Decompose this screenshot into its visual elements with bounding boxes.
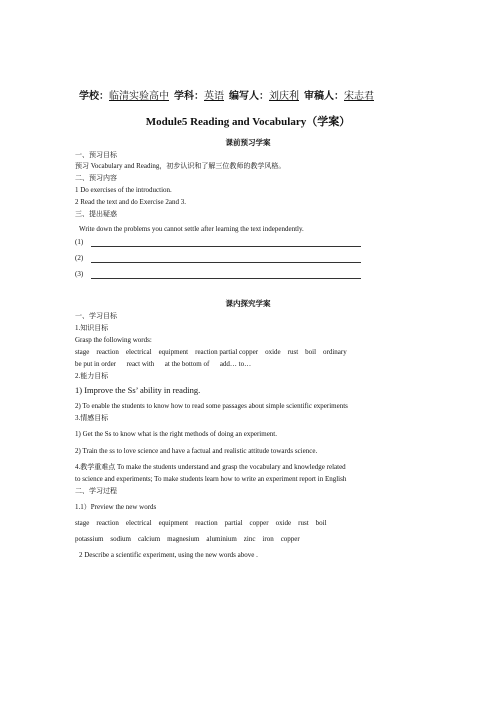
document-header — [79, 87, 374, 102]
author-value: 刘庆利 — [269, 91, 299, 102]
key-points-line-1: 4.教学重难点 To make the students understand and grasp the vocabulary and knowledge related — [75, 463, 346, 471]
vocabulary-line-4: potassium sodium calcium magnesium aluminium zinc iron copper — [75, 535, 300, 543]
ability-item-2: 2) To enable the students to know how to read some passages about simple scientific experiments — [75, 402, 348, 410]
answer-line-2 — [91, 262, 361, 263]
preview-item-2: 2 Read the text and do Exercise 2and 3. — [75, 198, 186, 206]
key-points-line-2: to science and experiments; To make students learn how to write an experiment report in English — [75, 475, 347, 483]
emotion-item-1: 1) Get the Ss to know what is the right methods of doing an experiment. — [75, 430, 277, 438]
process-step-2: 2 Describe a scientific experiment, using the new words above . — [79, 551, 258, 559]
vocabulary-line-1: stage reaction electrical equipment reaction partial copper oxide rust boil ordinary — [75, 348, 347, 356]
vocabulary-line-3: stage reaction electrical equipment reaction partial copper oxide rust boil — [75, 519, 327, 527]
objectives-heading: 一、学习目标 — [75, 312, 117, 320]
emotion-item-2: 2) Train the ss to love science and have a factual and realistic attitude towards science. — [75, 447, 318, 455]
questions-heading: 三、提出疑惑 — [75, 210, 117, 218]
document-title: Module5 Reading and Vocabulary（学案） — [145, 116, 351, 128]
emotion-label: 3.情感目标 — [75, 414, 109, 422]
knowledge-text: Grasp the following words: — [75, 336, 152, 344]
questions-instruction: Write down the problems you cannot settle after learning the text independently. — [79, 225, 304, 233]
preview-goal-heading: 一、预习目标 — [75, 151, 117, 159]
answer-line-3 — [91, 278, 361, 279]
process-step-1: 1.1）Preview the new words — [75, 503, 157, 511]
blank-label-3: (3) — [75, 270, 84, 278]
preview-goal-text: 预习 Vocabulary and Reading，初步认识和了解三位教师的教学风格。 — [75, 162, 286, 170]
preview-heading: 课前预习学案 — [225, 138, 271, 147]
blank-label-1: (1) — [75, 238, 84, 246]
ability-item-1: 1) Improve the Ss’ ability in reading. — [75, 385, 201, 395]
reviewer-value: 宋志君 — [344, 91, 374, 102]
ability-label: 2.能力目标 — [75, 372, 109, 380]
preview-content-heading: 二、预习内容 — [75, 174, 117, 182]
school-value: 临清实验高中 — [109, 91, 169, 102]
process-heading: 二、学习过程 — [75, 487, 117, 495]
reviewer-label: 审稿人： — [304, 91, 344, 102]
school-label: 学校： — [79, 91, 109, 102]
subject-value: 英语 — [204, 91, 224, 102]
subject-label: 学科： — [174, 91, 204, 102]
blank-label-2: (2) — [75, 254, 84, 262]
preview-item-1: 1 Do exercises of the introduction. — [75, 186, 172, 194]
knowledge-label: 1.知识目标 — [75, 324, 109, 332]
vocabulary-line-2: be put in order react with at the bottom of add… to… — [75, 360, 252, 368]
author-label: 编写人： — [229, 91, 269, 102]
answer-line-1 — [91, 246, 361, 247]
inclass-heading: 课内探究学案 — [225, 299, 271, 308]
